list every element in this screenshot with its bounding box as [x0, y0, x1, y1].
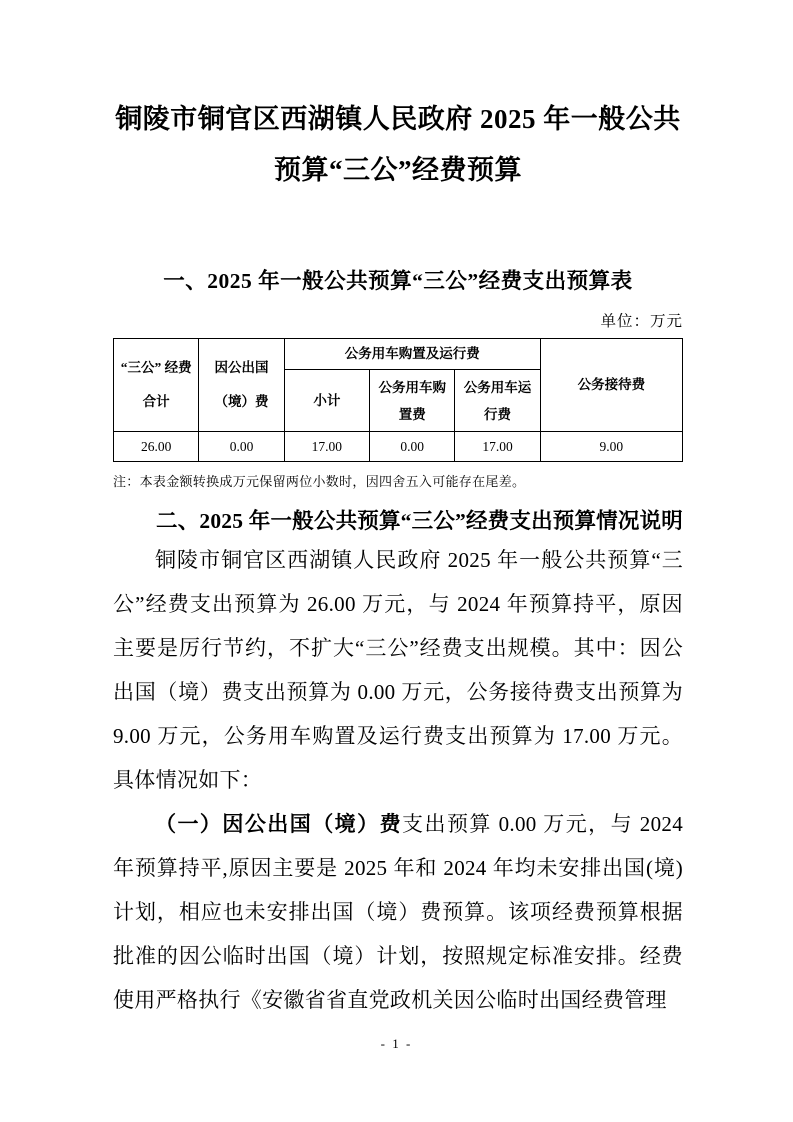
value-cell-abroad: 0.00 — [199, 432, 284, 462]
paragraph-overview: 铜陵市铜官区西湖镇人民政府 2025 年一般公共预算“三公”经费支出预算为 26.00 万元，与 2024 年预算持平，原因主要是厉行节约，不扩大“三公”经费支出规模。其中：因公出国（境）费支出预算为 0.00 万元，公务接待费支出预算为 9.00 万元，公务用车购置及运行费支出预算为 17.00 万元。具体情况如下： — [113, 548, 683, 792]
paragraph-abroad-expense-body: 支出预算 0.00 万元，与 2024 年预算持平,原因主要是 2025 年和 2024 年均未安排出国(境)计划，相应也未安排出国（境）费预算。该项经费预算根据批准的因公临时出国（境）计划，按照规定标准安排。经费使用严格执行《安徽省省直党政机关因公临时出国经费管理 — [113, 812, 683, 1012]
table-data-row — [114, 432, 683, 462]
header-cell-abroad: 因公出国（境）费 — [199, 339, 284, 432]
document-content — [113, 0, 683, 1022]
document-title-line2: 预算“三公”经费预算 — [274, 155, 522, 185]
section-2-heading: 二、2025 年一般公共预算“三公”经费支出预算情况说明 — [156, 509, 683, 533]
document-title-line1: 铜陵市铜官区西湖镇人民政府 2025 年一般公共 — [115, 104, 681, 134]
page-number: - 1 - — [380, 1036, 413, 1051]
unit-label: 单位：万元 — [600, 313, 683, 330]
value-cell-vehicle-operation: 17.00 — [455, 432, 540, 462]
header-cell-vehicle-operation: 公务用车运行费 — [455, 370, 540, 432]
section-1-heading: 一、2025 年一般公共预算“三公”经费支出预算表 — [163, 269, 633, 293]
paragraph-abroad-expense-lead: （一）因公出国（境）费 — [155, 812, 403, 836]
header-cell-vehicle-group: 公务用车购置及运行费 — [284, 339, 540, 370]
header-cell-vehicle-subtotal: 小计 — [284, 370, 369, 432]
value-cell-total: 26.00 — [114, 432, 199, 462]
header-cell-total: “三公” 经费合计 — [114, 339, 199, 432]
budget-table — [113, 338, 683, 462]
paragraph-abroad-expense — [113, 802, 683, 1022]
value-cell-vehicle-subtotal: 17.00 — [284, 432, 369, 462]
table-note: 注：本表金额转换成万元保留两位小数时，因四舍五入可能存在尾差。 — [113, 474, 526, 489]
value-cell-reception: 9.00 — [540, 432, 682, 462]
header-cell-vehicle-purchase: 公务用车购置费 — [370, 370, 455, 432]
table-header-row-1 — [114, 339, 683, 370]
document-title — [113, 94, 683, 196]
header-cell-reception: 公务接待费 — [540, 339, 682, 432]
value-cell-vehicle-purchase: 0.00 — [370, 432, 455, 462]
